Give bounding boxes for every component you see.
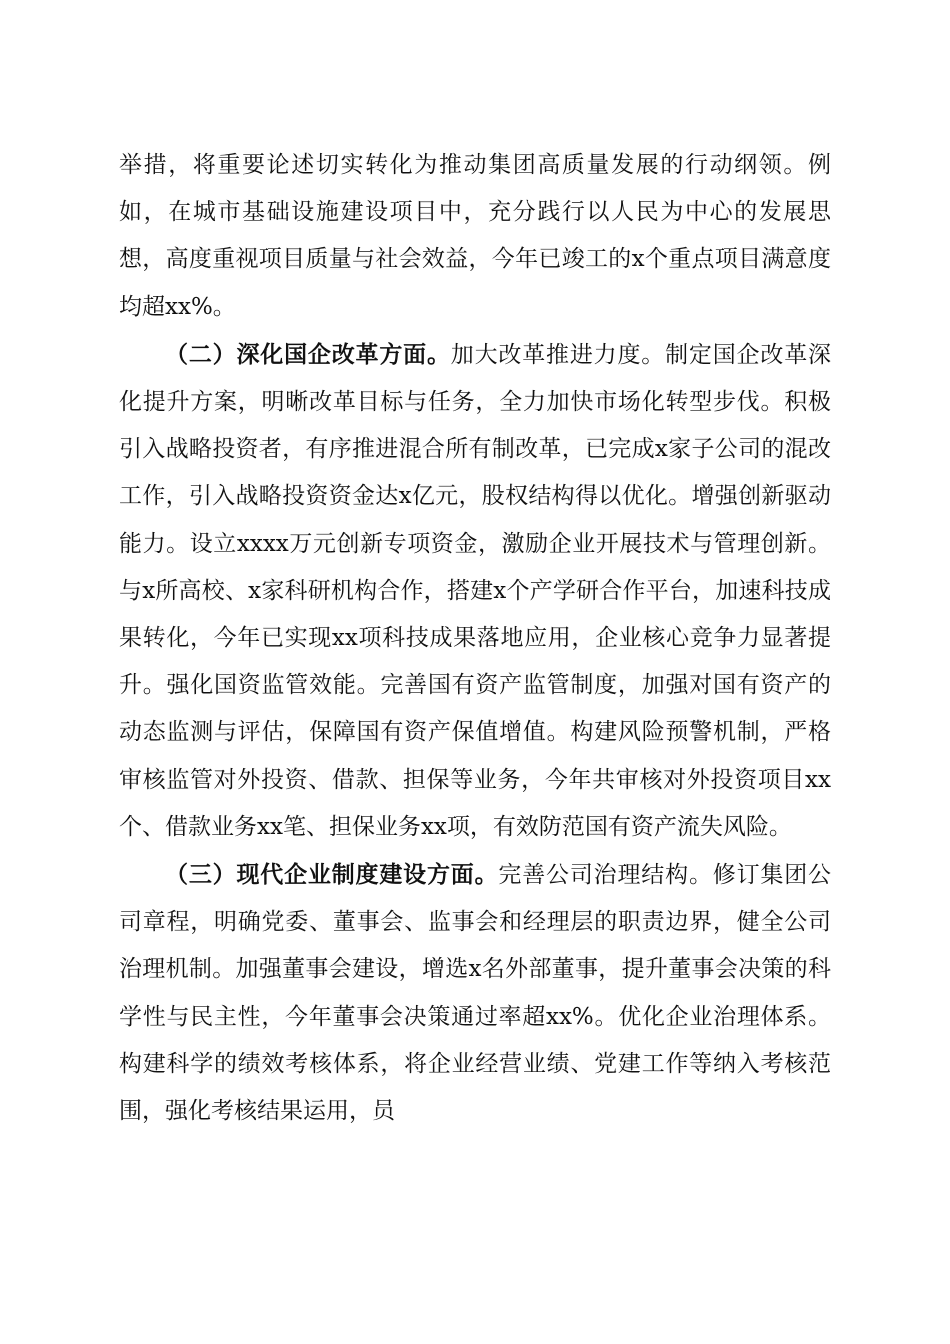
paragraph-1-text: 举措，将重要论述切实转化为推动集团高质量发展的行动纲领。例如，在城市基础设施建设项目中，充分践行以人民为中心的发展思想，高度重视项目质量与社会效益，今年已竣工的x个重点项目满意度均超xx%。 bbox=[119, 152, 831, 320]
section-heading-3: （三）现代企业制度建设方面。 bbox=[165, 861, 499, 889]
paragraph-3-text: 完善公司治理结构。修订集团公司章程，明确党委、董事会、监事会和经理层的职责边界，健全公司治理机制。加强董事会建设，增选x名外部董事，提升董事会决策的科学性与民主性，今年董事会决策通过率超xx%。优化企业治理体系。构建科学的绩效考核体系，将企业经营业绩、党建工作等纳入考核范围，强化考核结果运用，员 bbox=[119, 862, 832, 1125]
paragraph-2 bbox=[119, 331, 831, 851]
paragraph-2-text: 加大改革推进力度。制定国企改革深化提升方案，明晰改革目标与任务，全力加快市场化转型步伐。积极引入战略投资者，有序推进混合所有制改革，已完成x家子公司的混改工作，引入战略投资资金达x亿元，股权结构得以优化。增强创新驱动能力。设立xxxx万元创新专项资金，激励企业开展技术与管理创新。与x所高校、x家科研机构合作，搭建x个产学研合作平台，加速科技成果转化，今年已实现xx项科技成果落地应用，企业核心竞争力显著提升。强化国资监管效能。完善国有资产监管制度，加强对国有资产的动态监测与评估，保障国有资产保值增值。构建风险预警机制，严格审核监管对外投资、借款、担保等业务，今年共审核对外投资项目xx个、借款业务xx笔、担保业务xx项，有效防范国有资产流失风险。 bbox=[119, 341, 832, 840]
document-body bbox=[119, 142, 831, 1135]
paragraph-3 bbox=[119, 851, 831, 1135]
section-heading-2: （二）深化国企改革方面。 bbox=[165, 340, 451, 368]
paragraph-1 bbox=[119, 142, 831, 331]
